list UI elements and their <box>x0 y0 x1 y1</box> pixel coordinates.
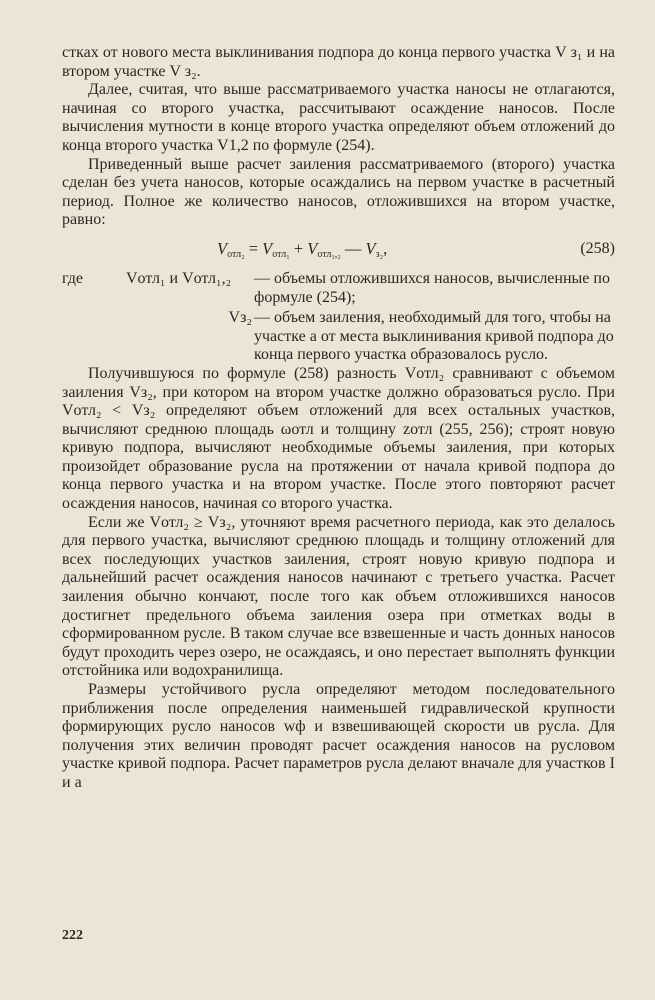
paragraph-4: Если же Vотл₂ ≥ Vз₂, уточняют время расчетного периода, как это делалось для первого участка, вычисляют среднюю площадь и толщину отложений для всех последующих участков заиления, строят новую кривую подпора и дальнейший расчет осаждения наносов начинают с третьего участка. Расчет заиления обычно кончают, после того как объем отложившихся наносов достигнет предельного объема заиления озера при отметках воды в сформированном русле. В таком случае все взвешенные и часть донных наносов будут проходить через озеро, не осаждаясь, и оно перестает выполнять функции отстойника или водохранилища. <box>62 513 615 680</box>
where-description-1: — объемы отложившихся наносов, вычисленные по формуле (254); <box>254 269 610 306</box>
paragraph-3: Получившуюся по формуле (258) разность Vотл₂ сравнивают с объемом заиления Vз₂, при котором на втором участке должно образоваться русло. При Vотл₂ < Vз₂ определяют объем отложений для всех остальных участков, вычисляют среднюю площадь ωотл и толщину zотл (255, 256); строят новую кривую подпора, вычисляют необходимые объемы заиления, при которых произойдет образование русла на протяжении от начала кривой подпора до конца первого участка и на втором участке. После этого повторяют расчет осаждения наносов, начиная со второго участка. <box>62 364 615 513</box>
formula-expression <box>217 240 387 259</box>
where-symbols-1: Vотл₁ и Vотл₁,₂ <box>126 269 232 287</box>
where-word: где <box>62 269 84 287</box>
formula-258 <box>62 236 615 264</box>
formula-op: + <box>293 238 304 258</box>
paragraph-5: Размеры устойчивого русла определяют методом последовательного приближения после определения наименьшей гидравлической крупности формирующих русло наносов wф и взвешивающей скорости uв русла. Для получения этих величин проводят расчет осаждения наносов на русловом участке кривой подпора. Расчет параметров русла делают вначале для участков I и a <box>62 681 615 791</box>
paragraph-1: Далее, считая, что выше рассматриваемого участка наносы не отлагаются, начиная со второго участка, рассчитывают осаждение наносов. После вычисления мутности в конце второго участка определяют объем отложений до конца второго участка V1,2 по формуле (254). <box>62 81 615 154</box>
where-symbols-2: Vз₂ <box>228 309 252 327</box>
page-number: 222 <box>62 928 83 943</box>
where-description-2: — объем заиления, необходимый для того, чтобы на участке a от места выклинивания кривой подпора до конца первого участка образовалось русло. <box>254 309 614 364</box>
paragraph-continuation: стках от нового места выклинивания подпора до конца первого участка V з₁ и на втором участке V з₂. <box>62 44 615 80</box>
formula-sub: отл₂ <box>227 248 245 260</box>
formula-sub: отл₁ <box>272 248 290 260</box>
where-definitions <box>62 270 615 365</box>
formula-var: V <box>217 238 228 258</box>
formula-op: = <box>248 238 258 258</box>
formula-op: — <box>344 238 362 258</box>
where-row-2 <box>62 309 615 365</box>
paragraph-2: Приведенный выше расчет заиления рассматриваемого (второго) участка сделан без учета наносов, которые осаждались на первом участке в расчетный период. Полное же количество наносов, отложившихся на втором участке, равно: <box>62 155 615 229</box>
formula-var: V <box>262 238 273 258</box>
formula-op: , <box>383 238 388 258</box>
formula-sub: з₂ <box>375 248 384 260</box>
formula-var: V <box>307 238 318 258</box>
formula-sub: отл₁,₂ <box>317 248 341 260</box>
formula-var: V <box>365 238 376 258</box>
body-text <box>62 44 615 793</box>
where-row-1 <box>62 270 615 307</box>
equation-number: (258) <box>580 239 615 257</box>
